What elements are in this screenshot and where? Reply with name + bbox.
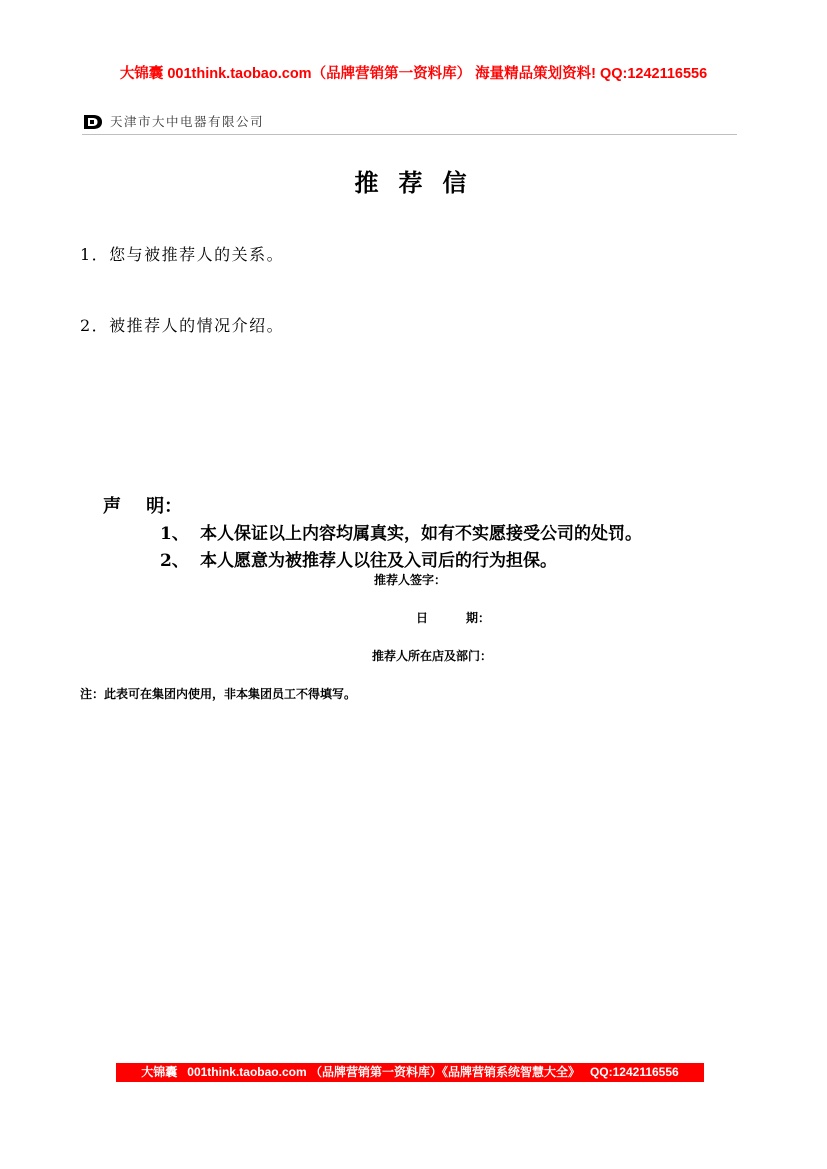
declaration-item-number: 2、	[160, 551, 189, 571]
declaration-heading: 声 明：	[103, 496, 183, 517]
declaration-item-text: 本人保证以上内容均属真实，如有不实愿接受公司的处罚。	[200, 524, 642, 544]
signer-signature-label: 推荐人签字：	[374, 573, 447, 587]
date-label-part-1: 日	[416, 611, 429, 625]
d-logo-icon	[83, 114, 103, 128]
declaration-item-text: 本人愿意为被推荐人以往及入司后的行为担保。	[200, 551, 557, 571]
top-ad-banner: 大锦囊 001think.taobao.com（品牌营销第一资料库） 海量精品策划资料! QQ:1242116556	[119, 66, 708, 82]
date-label-part-2: 期：	[466, 611, 491, 625]
declaration-item-number: 1、	[160, 524, 189, 544]
date-label	[416, 609, 490, 626]
page-title: 推荐信	[354, 168, 487, 197]
letterhead	[82, 110, 737, 135]
declaration-item	[160, 519, 642, 544]
declaration-item	[160, 546, 557, 571]
bottom-ad-banner: 大锦囊 001think.taobao.com （品牌营销第一资料库）《品牌营销系统智慧大全》 QQ:1242116556	[116, 1063, 704, 1082]
question-relationship: 1．您与被推荐人的关系。	[80, 245, 285, 264]
company-name: 天津市大中电器有限公司	[110, 114, 265, 129]
store-department-label: 推荐人所在店及部门：	[372, 649, 493, 663]
question-introduction: 2．被推荐人的情况介绍。	[80, 316, 285, 335]
footnote: 注：此表可在集团内使用，非本集团员工不得填写。	[80, 687, 357, 701]
